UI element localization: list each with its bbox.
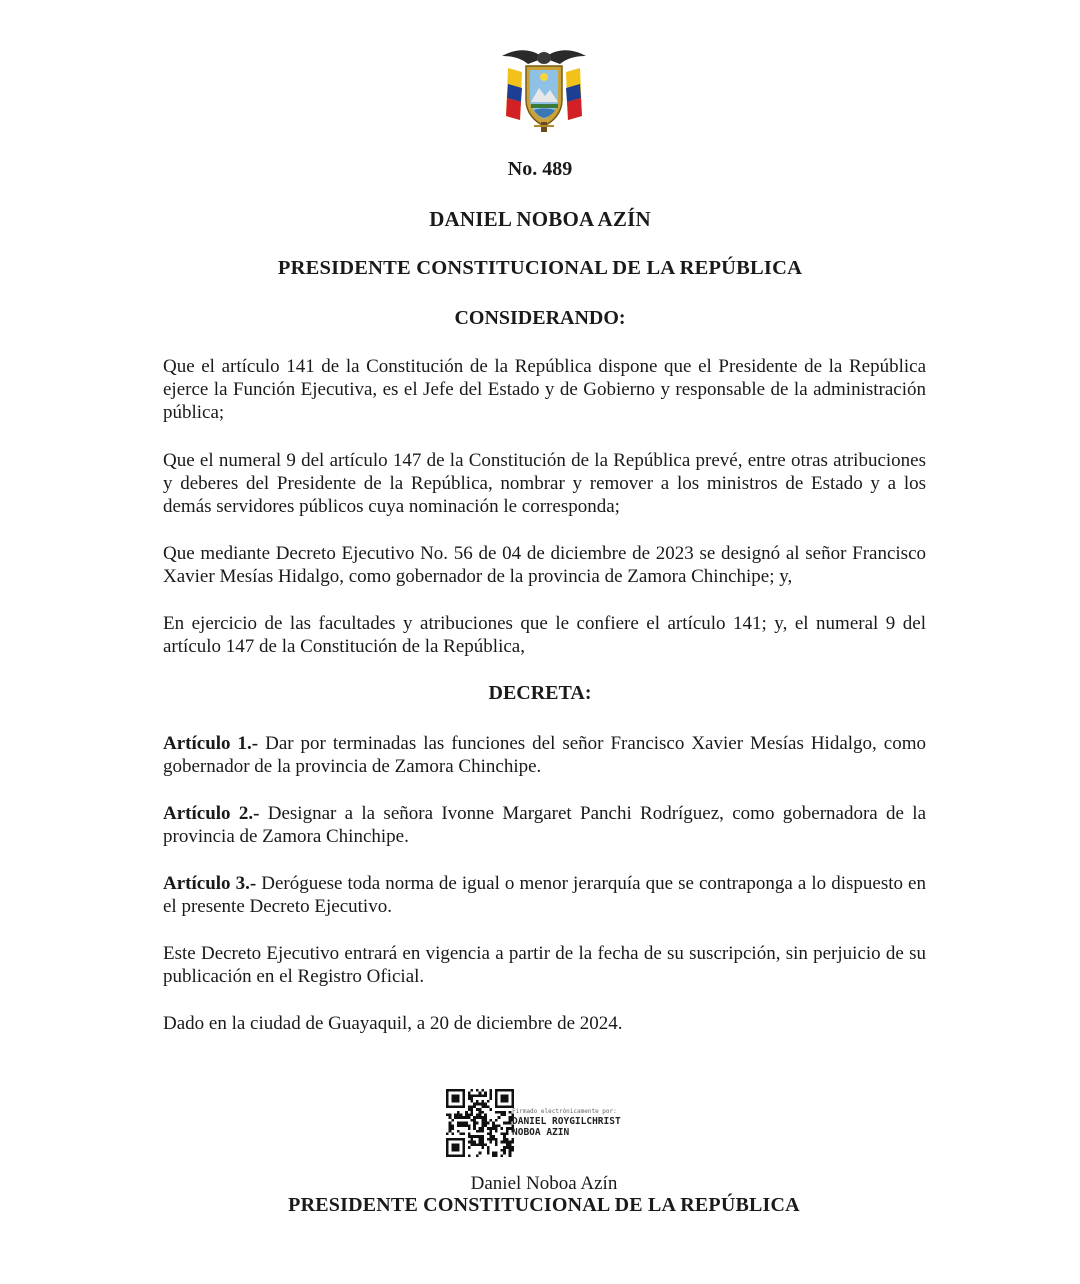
dado-paragraph: Dado en la ciudad de Guayaquil, a 20 de diciembre de 2024. xyxy=(163,1013,623,1034)
article-paragraph xyxy=(163,802,926,848)
decree-number: No. 489 xyxy=(507,158,573,180)
signatory-title: PRESIDENTE CONSTITUCIONAL DE LA REPÚBLICA xyxy=(288,1194,800,1216)
article-label: Artículo 2.- xyxy=(163,803,260,824)
signatory-name: Daniel Noboa Azín xyxy=(470,1173,618,1194)
ecuador-coat-of-arms-icon xyxy=(498,44,590,136)
article-text: Dar por terminadas las funciones del señor Francisco Xavier Mesías Hidalgo, como gobernador de la provincia de Zamora Chinchipe. xyxy=(163,733,926,777)
article-text: Deróguese toda norma de igual o menor jerarquía que se contraponga a lo dispuesto en el presente Decreto Ejecutivo. xyxy=(163,873,926,917)
qr-code-icon xyxy=(446,1089,514,1157)
signer-name xyxy=(512,1116,621,1138)
decreta-heading: DECRETA: xyxy=(488,682,592,704)
consideration-paragraph: Que el artículo 141 de la Constitución de la República dispone que el Presidente de la República ejerce la Función Ejecutiva, es el Jefe del Estado y de Gobierno y responsable de la administración pública; xyxy=(163,356,926,423)
signed-by-label: Firmado electrónicamente por: xyxy=(512,1108,617,1115)
president-name-heading: DANIEL NOBOA AZÍN xyxy=(429,207,651,231)
article-label: Artículo 1.- xyxy=(163,733,259,754)
article-text: Designar a la señora Ivonne Margaret Panchi Rodríguez, como gobernadora de la provincia de Zamora Chinchipe. xyxy=(163,803,926,847)
consideration-paragraph: Que el numeral 9 del artículo 147 de la Constitución de la República prevé, entre otras atribuciones y deberes del Presidente de la República, nombrar y remover a los ministros de Estado y a los demás servidores públicos cuya nominación le corresponda; xyxy=(163,450,926,517)
electronic-signature xyxy=(446,1089,706,1159)
article-label: Artículo 3.- xyxy=(163,873,257,894)
vigencia-paragraph: Este Decreto Ejecutivo entrará en vigencia a partir de la fecha de su suscripción, sin perjuicio de su publicación en el Registro Oficial. xyxy=(163,943,926,987)
signer-name-line: NOBOA AZIN xyxy=(512,1127,570,1138)
signer-name-line: DANIEL ROYGILCHRIST xyxy=(512,1116,621,1127)
article-paragraph xyxy=(163,872,926,918)
considerando-heading: CONSIDERANDO: xyxy=(454,307,626,329)
article-paragraph xyxy=(163,732,926,778)
consideration-paragraph: En ejercicio de las facultades y atribuciones que le confiere el artículo 141; y, el numeral 9 del artículo 147 de la Constitución de la República, xyxy=(163,613,926,657)
consideration-paragraph: Que mediante Decreto Ejecutivo No. 56 de 04 de diciembre de 2023 se designó al señor Francisco Xavier Mesías Hidalgo, como gobernador de la provincia de Zamora Chinchipe; y, xyxy=(163,543,926,587)
president-title-heading: PRESIDENTE CONSTITUCIONAL DE LA REPÚBLICA xyxy=(277,257,803,279)
